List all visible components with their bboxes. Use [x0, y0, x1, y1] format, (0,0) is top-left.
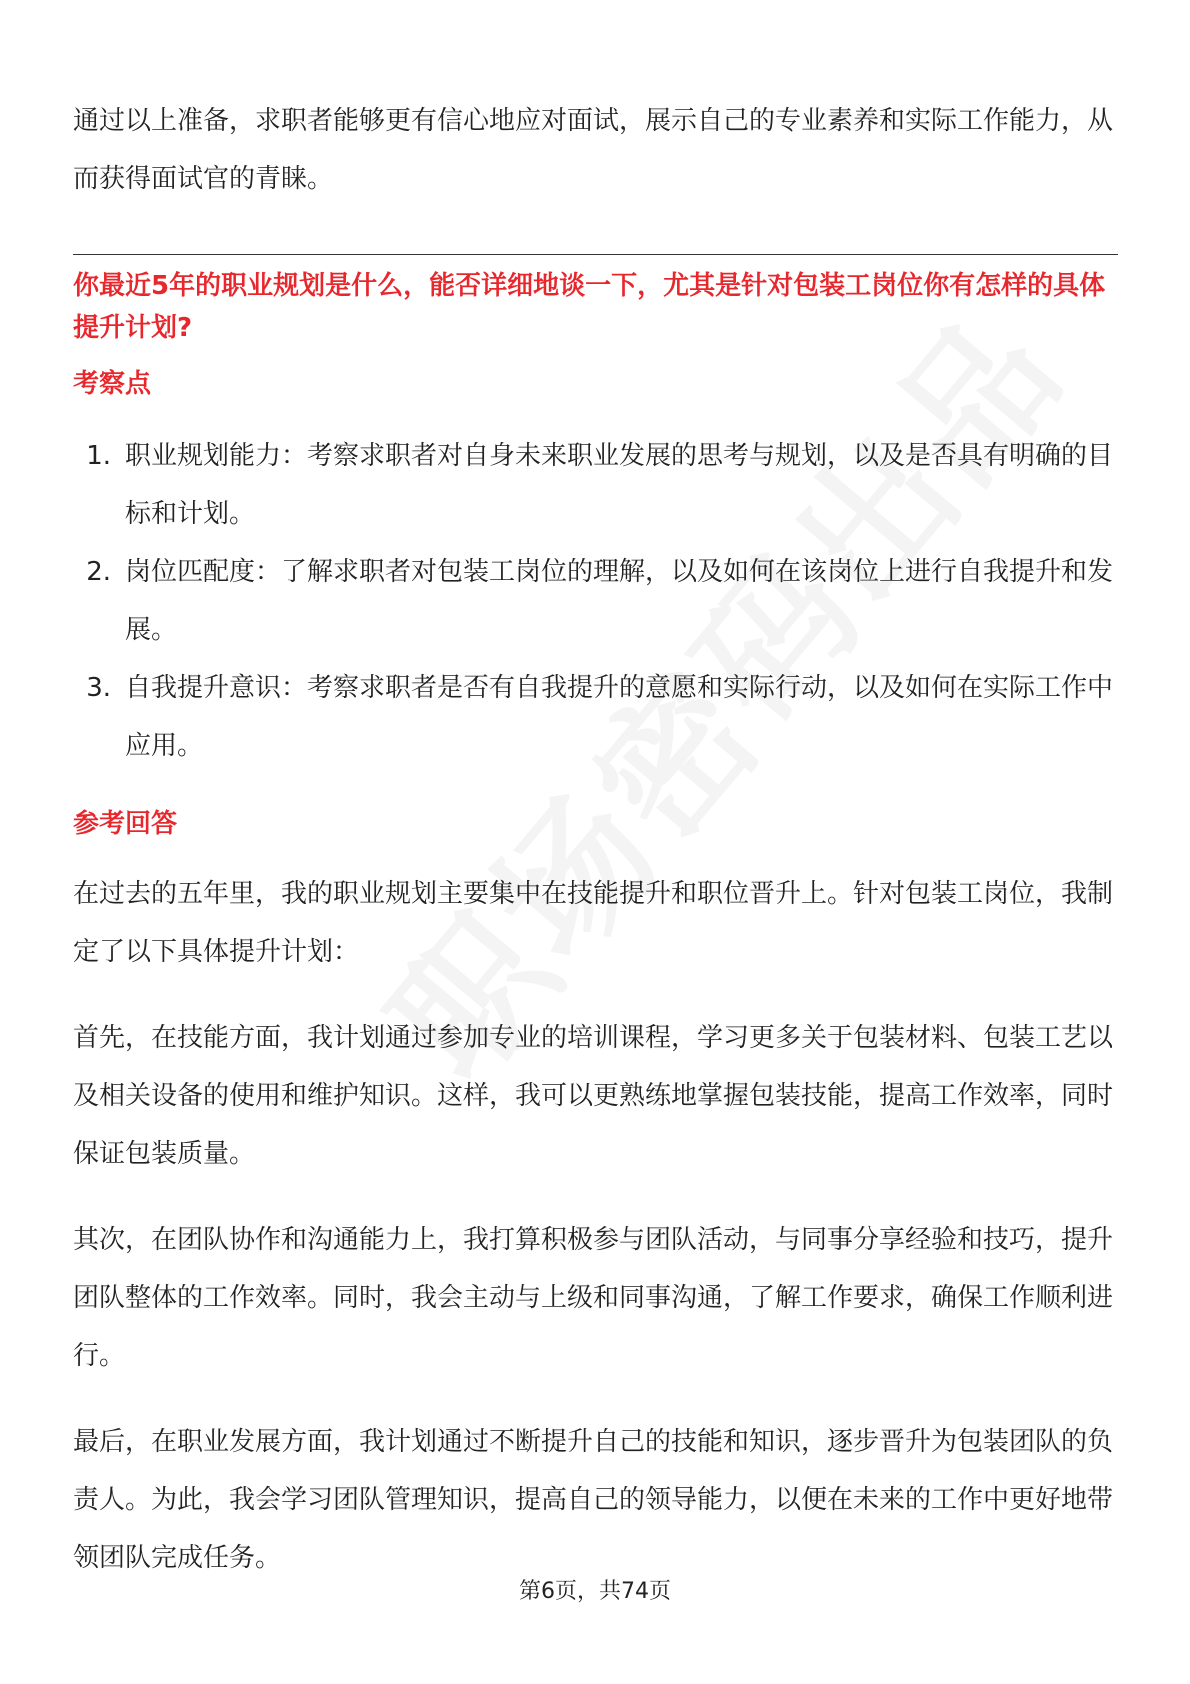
list-item — [73, 427, 1118, 543]
question-heading: 你最近5年的职业规划是什么，能否详细地谈一下，尤其是针对包装工岗位你有怎样的具体提升计划? — [73, 271, 1106, 343]
answer-title: 参考回答 — [73, 809, 178, 839]
intro-paragraph: 通过以上准备，求职者能够更有信心地应对面试，展示自己的专业素养和实际工作能力，从而获得面试官的青睐。 — [73, 106, 1114, 194]
answer-paragraph: 在过去的五年里，我的职业规划主要集中在技能提升和职位晋升上。针对包装工岗位，我制定了以下具体提升计划： — [73, 879, 1114, 967]
section-divider — [73, 254, 1118, 255]
answer-paragraph: 其次，在团队协作和沟通能力上，我打算积极参与团队活动，与同事分享经验和技巧，提升团队整体的工作效率。同时，我会主动与上级和同事沟通，了解工作要求，确保工作顺利进行。 — [73, 1225, 1114, 1371]
list-item-text: 职业规划能力：考察求职者对自身未来职业发展的思考与规划，以及是否具有明确的目标和计划。 — [125, 441, 1114, 529]
list-item-number: 1. — [86, 441, 111, 471]
answer-paragraph: 最后，在职业发展方面，我计划通过不断提升自己的技能和知识，逐步晋升为包装团队的负责人。为此，我会学习团队管理知识，提高自己的领导能力，以便在未来的工作中更好地带领团队完成任务。 — [73, 1427, 1114, 1573]
page-number: 第6页，共74页 — [519, 1579, 671, 1604]
points-list — [73, 427, 1118, 775]
list-item — [73, 543, 1118, 659]
list-item-number: 3. — [86, 673, 111, 703]
document-body — [73, 92, 1118, 1615]
list-item-number: 2. — [86, 557, 111, 587]
list-item — [73, 659, 1118, 775]
points-title: 考察点 — [73, 369, 152, 399]
answer-paragraph: 首先，在技能方面，我计划通过参加专业的培训课程，学习更多关于包装材料、包装工艺以及相关设备的使用和维护知识。这样，我可以更熟练地掌握包装技能，提高工作效率，同时保证包装质量。 — [73, 1023, 1114, 1169]
list-item-text: 岗位匹配度：了解求职者对包装工岗位的理解，以及如何在该岗位上进行自我提升和发展。 — [125, 557, 1114, 645]
list-item-text: 自我提升意识：考察求职者是否有自我提升的意愿和实际行动，以及如何在实际工作中应用。 — [125, 673, 1114, 761]
